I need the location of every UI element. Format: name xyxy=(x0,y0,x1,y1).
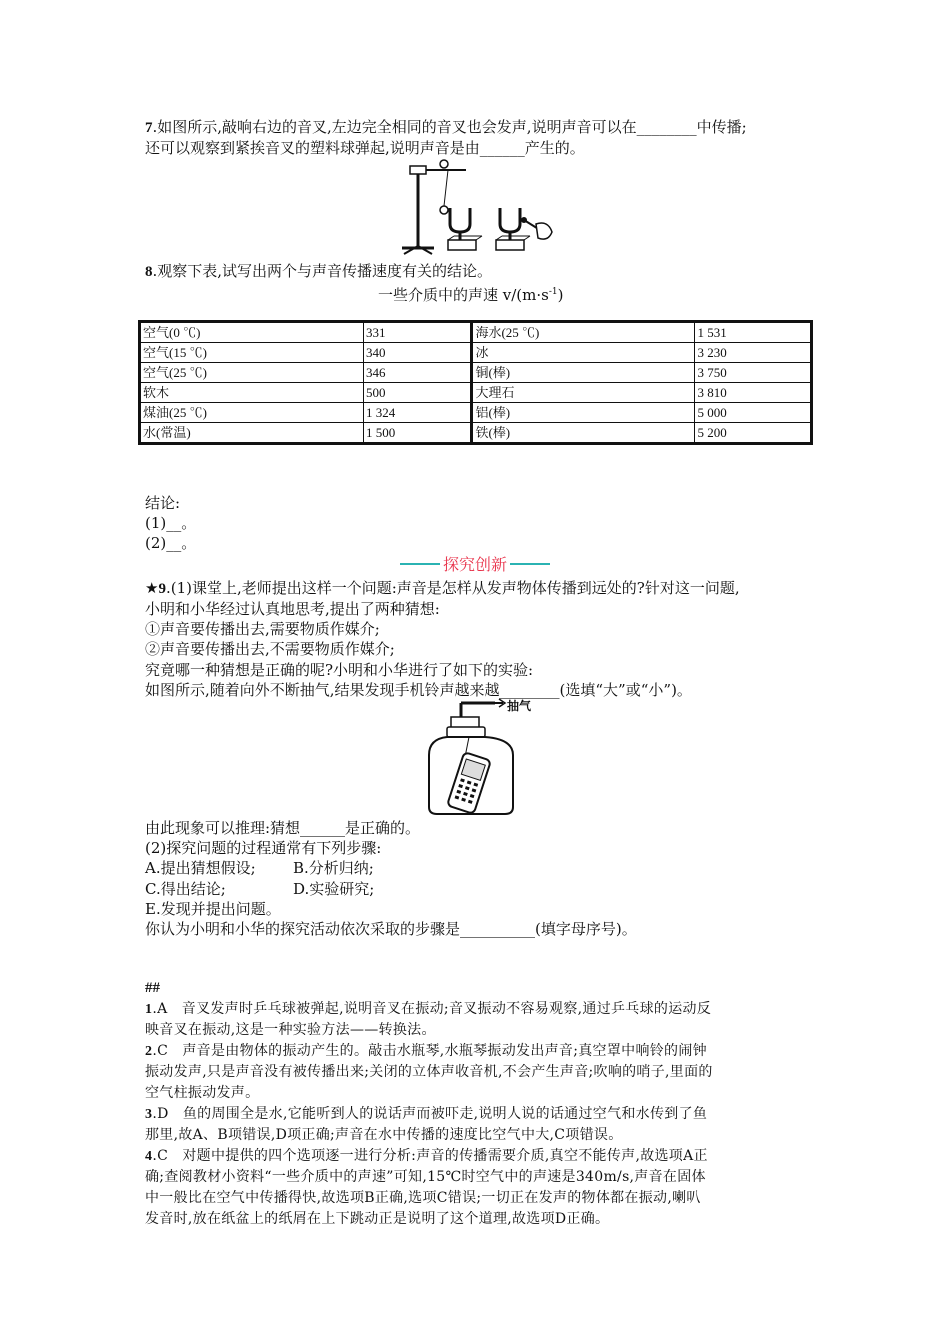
q9-guess-2: ②声音要传播出去,不需要物质作媒介; xyxy=(145,640,395,658)
speed-cell: 331 xyxy=(364,322,472,343)
medium-cell: 软木 xyxy=(140,383,364,403)
speed-cell: 1 324 xyxy=(364,403,472,423)
q9-line-1: ★9.(1)课堂上,老师提出这样一个问题:声音是怎样从发声物体传播到远处的?针对这一问题, xyxy=(145,579,740,597)
tuning-fork-figure xyxy=(388,158,558,258)
table-row xyxy=(140,383,812,403)
table-row xyxy=(140,363,812,383)
speed-cell: 500 xyxy=(364,383,472,403)
speed-cell: 5 000 xyxy=(695,403,812,423)
q7-line-2: 还可以观察到紧挨音叉的塑料球弹起,说明声音是由______产生的。 xyxy=(145,139,585,157)
medium-cell: 海水(25 ℃) xyxy=(472,322,695,343)
answer-2-line-1: 2.C 声音是由物体的振动产生的。敲击水瓶琴,水瓶琴振动发出声音;真空罩中响铃的闹钟 xyxy=(145,1043,707,1059)
table-row xyxy=(140,423,812,444)
q9-guess-1: ①声音要传播出去,需要物质作媒介; xyxy=(145,620,380,638)
answer-4-line-1: 4.C 对题中提供的四个选项逐一进行分析:声音的传播需要介质,真空不能传声,故选项A正 xyxy=(145,1148,708,1164)
medium-cell: 大理石 xyxy=(472,383,695,403)
medium-cell: 煤油(25 ℃) xyxy=(140,403,364,423)
answer-4-line-2: 确;查阅教材小资料“一些介质中的声速”可知,15℃时空气中的声速是340m/s,声音在固体 xyxy=(145,1169,706,1185)
pump-label: 抽气 xyxy=(507,699,532,713)
q9-option-c: C.得出结论; xyxy=(145,880,226,898)
q9-option-b: B.分析归纳; xyxy=(293,859,374,877)
answer-1-line-1: 1.A 音叉发声时乒乓球被弹起,说明音叉在振动;音叉振动不容易观察,通过乒乓球的运动反 xyxy=(145,1001,712,1017)
q8-number: 8 xyxy=(145,264,153,280)
medium-cell: 铁(棒) xyxy=(472,423,695,444)
conclusion-1: (1)__。 xyxy=(145,514,197,532)
medium-cell: 冰 xyxy=(472,343,695,363)
table-row xyxy=(140,343,812,363)
q7-line-1 xyxy=(145,117,747,138)
medium-cell: 水(常温) xyxy=(140,423,364,444)
q7-text-1: .如图所示,敲响右边的音叉,左边完全相同的音叉也会发声,说明声音可以在________中传播; xyxy=(152,118,747,136)
conclusion-2: (2)__。 xyxy=(145,534,197,552)
medium-cell: 铝(棒) xyxy=(472,403,695,423)
section-title: 探究创新 xyxy=(442,555,507,574)
q8-text xyxy=(145,261,492,282)
answer-2-line-2: 振动发声,只是声音没有被传播出来;关闭的立体声收音机,不会产生声音;吹响的哨子,里面的 xyxy=(145,1064,713,1080)
answer-3-line-1: 3.D 鱼的周围全是水,它能听到人的说话声而被吓走,说明人说的话通过空气和水传到了鱼 xyxy=(145,1106,708,1122)
conclusion-label: 结论: xyxy=(145,494,181,512)
answer-1-line-2: 映音叉在振动,这是一种实验方法——转换法。 xyxy=(145,1022,436,1038)
speed-cell: 340 xyxy=(364,343,472,363)
answer-3-line-2: 那里,故A、B项错误,D项正确;声音在水中传播的速度比空气中大,C项错误。 xyxy=(145,1127,623,1143)
table-row xyxy=(140,322,812,343)
speed-cell: 3 230 xyxy=(695,343,812,363)
speed-cell: 346 xyxy=(364,363,472,383)
table-row xyxy=(140,403,812,423)
speed-cell: 3 810 xyxy=(695,383,812,403)
answer-2-line-3: 空气柱振动发声。 xyxy=(145,1085,260,1101)
answer-4-line-3: 中一般比在空气中传播得快,故选项B正确,选项C错误;一切正在发声的物体都在振动,喇叭 xyxy=(145,1190,701,1206)
q9-line-2: 小明和小华经过认真地思考,提出了两种猜想: xyxy=(145,600,440,618)
medium-cell: 空气(25 ℃) xyxy=(140,363,364,383)
medium-cell: 空气(15 ℃) xyxy=(140,343,364,363)
q9-line-8: (2)探究问题的过程通常有下列步骤: xyxy=(145,839,382,857)
answers-heading: ## xyxy=(145,980,160,996)
speed-cell: 1 500 xyxy=(364,423,472,444)
q9-option-a: A.提出猜想假设; xyxy=(145,859,256,877)
speed-cell: 1 531 xyxy=(695,322,812,343)
q9-line-6: 如图所示,随着向外不断抽气,结果发现手机铃声越来越________(选填“大”或“小”)。 xyxy=(145,681,692,699)
q7-number: 7 xyxy=(145,120,153,136)
star-icon: ★ xyxy=(145,579,159,597)
q9-line-5: 究竟哪一种猜想是正确的呢?小明和小华进行了如下的实验: xyxy=(145,661,534,679)
answer-4-line-4: 发音时,放在纸盆上的纸屑在上下跳动正是说明了这个道理,故选项D正确。 xyxy=(145,1211,610,1227)
section-header xyxy=(395,552,555,575)
q9-option-d: D.实验研究; xyxy=(293,880,375,898)
speed-cell: 3 750 xyxy=(695,363,812,383)
medium-cell: 铜(棒) xyxy=(472,363,695,383)
medium-cell: 空气(0 ℃) xyxy=(140,322,364,343)
vacuum-jar-figure xyxy=(425,697,555,817)
table-title: 一些介质中的声速 $v/(m\cdot s^{-1})$ xyxy=(378,286,564,304)
sound-speed-table xyxy=(138,320,813,445)
q8-prompt: .观察下表,试写出两个与声音传播速度有关的结论。 xyxy=(152,262,493,280)
q9-option-e: E.发现并提出问题。 xyxy=(145,900,281,918)
q9-number: 9 xyxy=(158,581,166,597)
q9-line-9: 你认为小明和小华的探究活动依次采取的步骤是__________(填字母序号)。 xyxy=(145,920,637,938)
speed-cell: 5 200 xyxy=(695,423,812,444)
q9-line-7: 由此现象可以推理:猜想______是正确的。 xyxy=(145,819,421,837)
